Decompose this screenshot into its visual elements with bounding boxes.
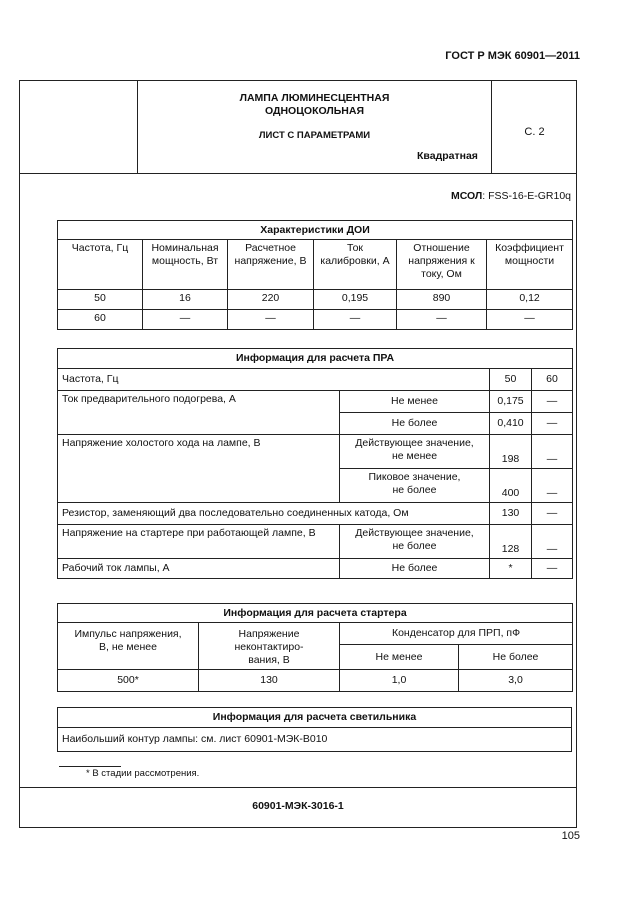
msol-designation (451, 190, 571, 202)
pra-starter-v-cond-line2: не более (392, 540, 437, 552)
table-cell: — (228, 310, 314, 330)
pra-starter-v-cond (340, 525, 490, 559)
sheet-code: 60901-МЭК-3016-1 (252, 800, 344, 812)
pra-preheat-max-label: Не более (340, 413, 490, 435)
pra-starter-v-50: 128 (490, 525, 532, 559)
starter-values-row (58, 670, 573, 692)
pra-preheat-min-60: — (532, 391, 573, 413)
pra-ocv-rms-label (340, 435, 490, 469)
pra-ocv-rms-50: 198 (490, 435, 532, 469)
lamp-shape: Квадратная (417, 150, 478, 162)
pra-starter-v-60: — (532, 525, 573, 559)
starter-table (57, 603, 573, 692)
standard-header: ГОСТ Р МЭК 60901—2011 (445, 50, 580, 62)
pra-preheat-label: Ток предварительного подогрева, А (58, 391, 340, 435)
doi-col-ratio: Отношение напряжения к току, Ом (397, 240, 487, 290)
table-cell: — (314, 310, 397, 330)
starter-col-nonconduct (199, 623, 340, 670)
pra-ocv-peak-50: 400 (490, 469, 532, 503)
table-cell: — (487, 310, 573, 330)
table-cell: 1,0 (340, 670, 459, 692)
pra-ocv-peak-label-line2: не более (392, 484, 437, 496)
doi-col-freq: Частота, Гц (58, 240, 143, 290)
pra-title: Информация для расчета ПРА (58, 349, 573, 369)
pra-freq-label: Частота, Гц (58, 369, 490, 391)
pra-preheat-min-label: Не менее (340, 391, 490, 413)
table-cell: 890 (397, 290, 487, 310)
pra-freq-50: 50 (490, 369, 532, 391)
table-cell: 0,12 (487, 290, 573, 310)
pra-ocv-rms-60: — (532, 435, 573, 469)
sheet-subtitle: ЛИСТ С ПАРАМЕТРАМИ (258, 130, 371, 141)
pra-ocv-peak-label-line1: Пиковое значение, (368, 471, 461, 483)
table-cell: 60 (58, 310, 143, 330)
msol-value: : FSS-16-E-GR10q (482, 190, 571, 202)
starter-col-nonconduct-line1: Напряжение неконтактиро- (234, 628, 304, 653)
pra-preheat-max-60: — (532, 413, 573, 435)
starter-col-impulse-line1: Импульс напряжения, (74, 628, 182, 640)
starter-col-impulse (58, 623, 199, 670)
table-cell: 220 (228, 290, 314, 310)
table-cell: 50 (58, 290, 143, 310)
table-cell: 3,0 (459, 670, 573, 692)
starter-col-cap-max: Не более (459, 645, 573, 670)
table-cell: — (397, 310, 487, 330)
luminaire-table (57, 707, 572, 752)
pra-work-current-50: * (490, 559, 532, 579)
pra-preheat-min-50: 0,175 (490, 391, 532, 413)
footnote: * В стадии рассмотрения. (86, 768, 200, 779)
page-label: С. 2 (524, 126, 545, 138)
pra-resistor-label: Резистор, заменяющий два последовательно соединенных катода, Ом (58, 503, 490, 525)
doi-col-pf: Коэффициент мощности (487, 240, 573, 290)
starter-col-nonconduct-line2: вания, В (248, 654, 290, 666)
footnote-divider (59, 766, 121, 767)
starter-col-cap-min: Не менее (340, 645, 459, 670)
pra-ocv-rms-label-line2: не менее (391, 450, 438, 462)
table-cell: 16 (143, 290, 228, 310)
table-cell: 500* (58, 670, 199, 692)
pra-work-current-label: Рабочий ток лампы, А (58, 559, 340, 579)
pra-work-current-cond: Не более (340, 559, 490, 579)
starter-col-impulse-line2: В, не менее (99, 641, 157, 653)
doi-col-voltage: Расчетное напряжение, В (228, 240, 314, 290)
footer-line (19, 787, 577, 788)
pra-preheat-max-50: 0,410 (490, 413, 532, 435)
pra-freq-60: 60 (532, 369, 573, 391)
pra-ocv-peak-label (340, 469, 490, 503)
table-cell: 0,195 (314, 290, 397, 310)
table-cell: — (143, 310, 228, 330)
pra-work-current-60: — (532, 559, 573, 579)
doi-row-50 (58, 290, 573, 310)
header-bottom-line (19, 173, 577, 174)
pra-ocv-rms-label-line1: Действующее значение, (355, 437, 474, 449)
pra-ocv-peak-60: — (532, 469, 573, 503)
pra-resistor-60: — (532, 503, 573, 525)
starter-title: Информация для расчета стартера (58, 604, 573, 623)
pra-table (57, 348, 573, 579)
doi-col-power: Номинальная мощность, Вт (143, 240, 228, 290)
doi-title: Характеристики ДОИ (58, 221, 573, 240)
pra-ocv-label: Напряжение холостого хода на лампе, В (58, 435, 340, 503)
table-cell: 130 (199, 670, 340, 692)
pra-starter-v-label: Напряжение на стартере при работающей лампе, В (58, 525, 340, 559)
msol-label: МСОЛ (450, 190, 483, 202)
doi-col-current: Ток калибровки, А (314, 240, 397, 290)
page-number: 105 (561, 830, 580, 842)
pra-starter-v-cond-line1: Действующее значение, (355, 527, 474, 539)
pra-resistor-50: 130 (490, 503, 532, 525)
lamp-title-line1: ЛАМПА ЛЮМИНЕСЦЕНТНАЯ (239, 92, 390, 104)
starter-col-capacitor: Конденсатор для ПРП, пФ (340, 623, 573, 645)
luminaire-text: Наибольший контур лампы: см. лист 60901-МЭК-В010 (58, 728, 572, 752)
doi-table (57, 220, 573, 330)
luminaire-title: Информация для расчета светильника (58, 708, 572, 728)
lamp-title-line2: ОДНОЦОКОЛЬНАЯ (264, 105, 365, 117)
doi-row-60 (58, 310, 573, 330)
